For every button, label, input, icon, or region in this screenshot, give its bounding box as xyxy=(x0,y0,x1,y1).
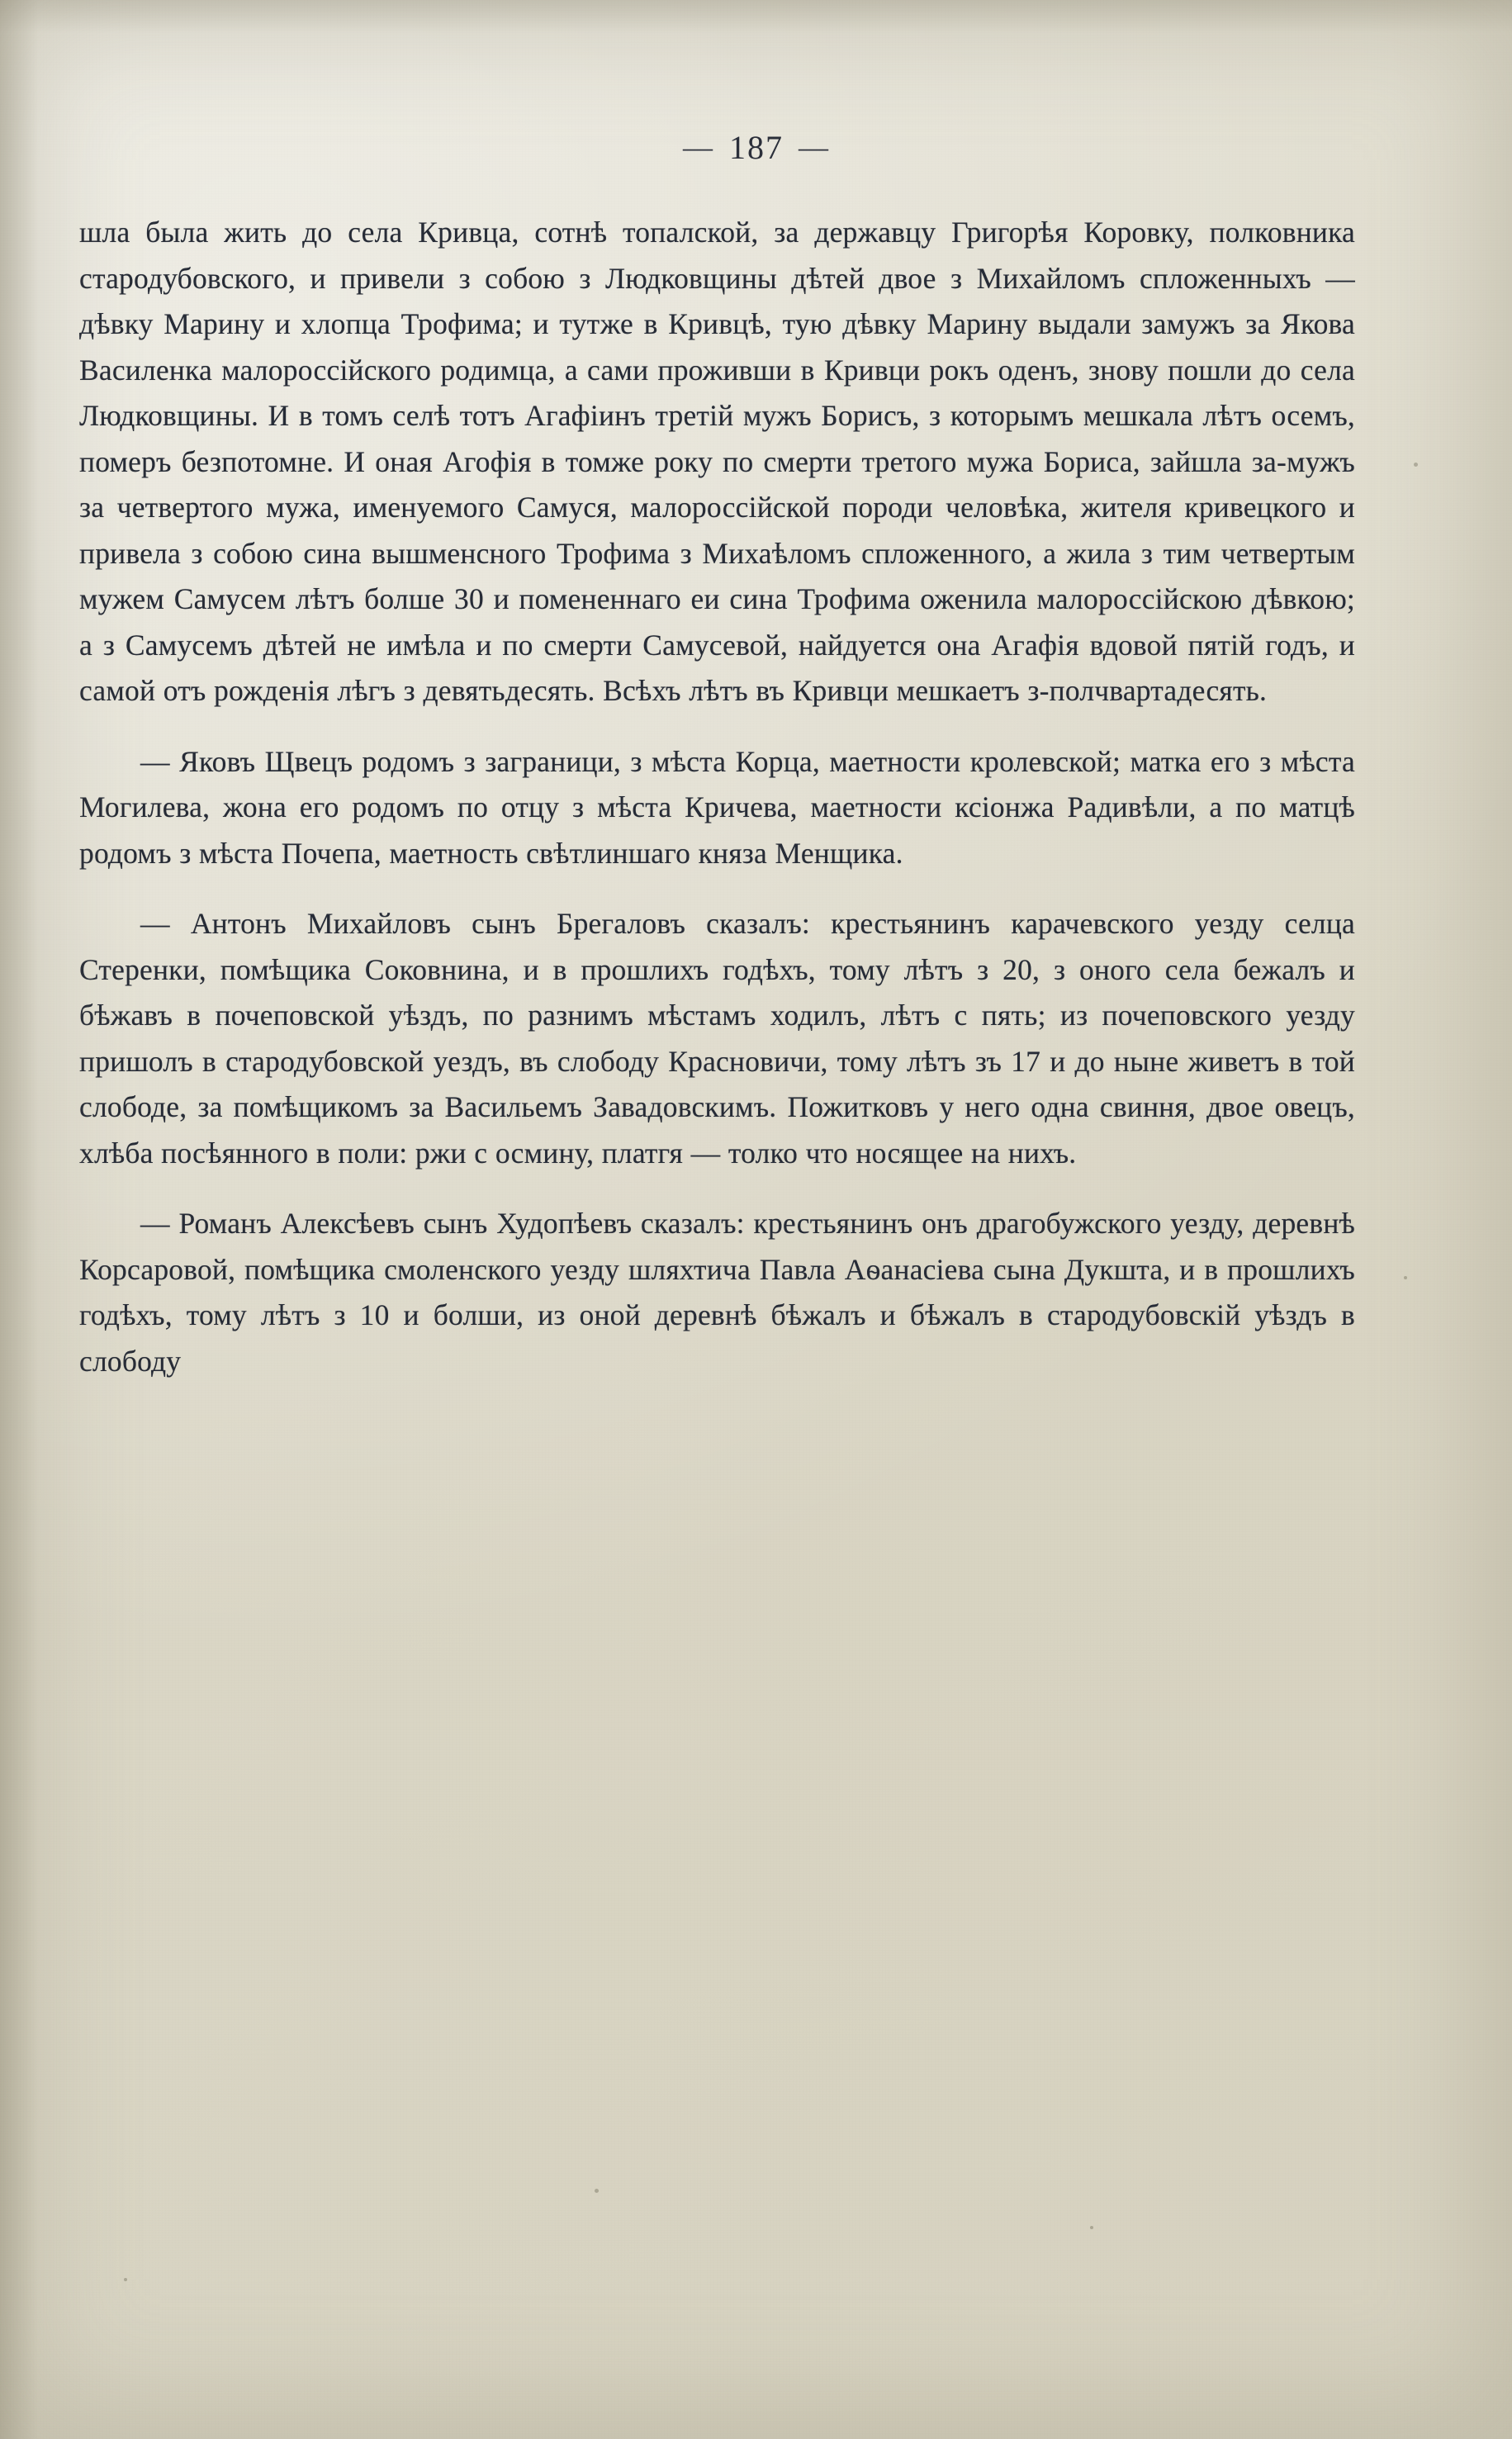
folio-number: 187 xyxy=(729,129,784,166)
paragraph-3: — Антонъ Михайловъ сынъ Брегаловъ сказалъ: крестьянинъ карачевского уезду селца Стеренки, помѣщика Соковнина, и в прошлихъ годѣхъ, тому лѣтъ з 20, з оного села бежалъ и бѣжавъ в почеповской уѣздъ, по разнимъ мѣстамъ ходилъ, лѣтъ с пять; из почеповского уезду пришолъ в стародубовской уездъ, въ слободу Красновичи, тому лѣтъ зъ 17 и до ныне живетъ в той слободе, за помѣщикомъ за Васильемъ Завадовскимъ. Пожитковъ у него одна свиння, двое овецъ, хлѣба посѣянного в поли: ржи с осмину, платгя — толко что носящее на нихъ. xyxy=(79,907,1355,1170)
page-left-edge-shading xyxy=(0,0,38,2439)
folio-dash-left: — xyxy=(683,130,714,164)
paragraph-1: шла была жить до села Кривца, сотнѣ топалской, за державцу Григорѣя Коровку, полковника стародубовского, и привели з собою з Людковщины дѣтей двое з Михайломъ спложенныхъ — дѣвку Марину и хлопца Трофима; и тутже в Кривцѣ, тую дѣвку Марину выдали замужъ за Якова Василенка малороссійского родимца, а сами проживши в Кривци рокъ оденъ, знову пошли до села Людковщины. И в томъ селѣ тотъ Агафіинъ третій мужъ Борисъ, з которымъ мешкала лѣтъ осемъ, померъ безпотомне. И оная Агофія в томже року по смерти третого мужа Бориса, зайшла за-мужъ за четвертого мужа, именуемого Самуся, малороссійской породи человѣка, жителя кривецкого и привела з собою сина вышменсного Трофима з Михаѣломъ спложенного, а жила з тим четвертым мужем Самусем лѣтъ болше 30 и помененнаго еи сина Трофима оженила малороссійскою дѣвкою; а з Самусемъ дѣтей не имѣла и по смерти Самусевой, найдуется она Агафія вдовой пятій годъ, и самой отъ рожденія лѣгъ з девятьдесять. Всѣхъ лѣтъ въ Кривци мешкаетъ з-полчвартадесять. xyxy=(79,216,1355,707)
paragraph-2: — Яковъ Щвецъ родомъ з заграници, з мѣста Корца, маетности кролевской; матка его з мѣста Могилева, жона его родомъ по отцу з мѣста Кричева, маетности ксіонжа Радивѣли, а по матцѣ родомъ з мѣста Почепа, маетность свѣтлиншаго княза Менщика. xyxy=(79,744,1355,870)
page-folio xyxy=(79,128,1434,167)
folio-dash-right: — xyxy=(799,130,830,164)
paragraph-4: — Романъ Алексѣевъ сынъ Худопѣевъ сказалъ: крестьянинъ онъ драгобужского уезду, деревнѣ Корсаровой, помѣщика смоленского уезду шляхтича Павла Аѳанасіева сына Дукшта, и в прошлихъ годѣхъ, тому лѣтъ з 10 и болши, из оной деревнѣ бѣжалъ и бѣжалъ в стародубовскій уѣздъ в слободу xyxy=(79,1207,1355,1378)
page-body xyxy=(79,210,1355,1384)
page-content xyxy=(79,0,1434,2439)
